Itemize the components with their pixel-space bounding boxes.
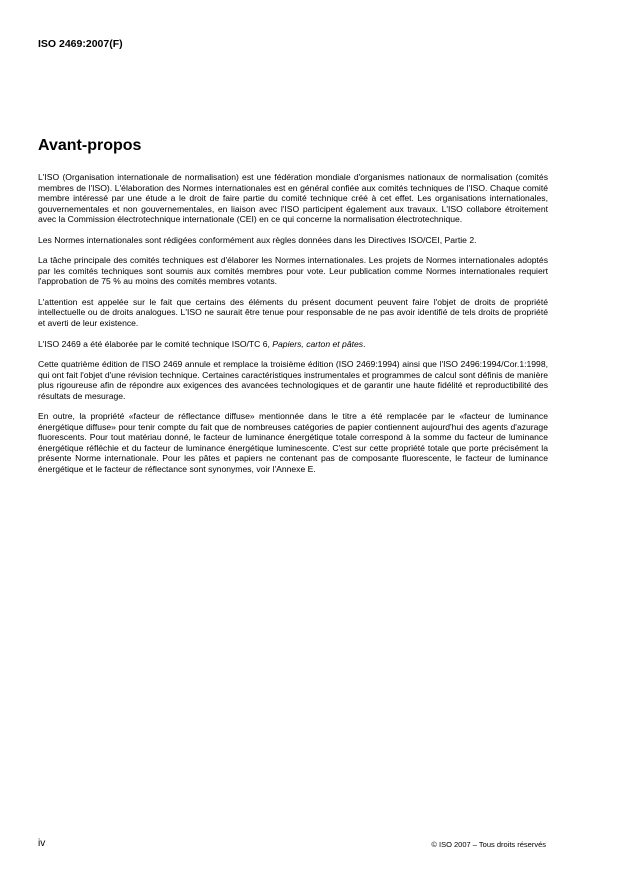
paragraph-technical-committees: La tâche principale des comités techniques est d'élaborer les Normes internationales. Les projets de Normes internationales adoptés par les comités techniques sont soumis aux comités membres pour vote. Leur publication comme Normes internationales requiert l'approbation de 75 % au moins des comités membres votants. xyxy=(38,255,548,287)
paragraph-patent-rights: L'attention est appelée sur le fait que certains des éléments du présent document peuvent faire l'objet de droits de propriété intellectuelle ou de droits analogues. L'ISO ne saurait être tenue pour responsable de ne pas avoir identifié de tels droits de propriété et averti de leur existence. xyxy=(38,296,548,329)
committee-title-italic: Papiers, carton et pâtes xyxy=(272,338,364,349)
page-title: Avant-propos xyxy=(38,137,142,154)
foreword-body xyxy=(38,172,548,485)
document-id-header: ISO 2469:2007(F) xyxy=(38,38,123,50)
paragraph-edition-history: Cette quatrième édition de l'ISO 2469 annule et remplace la troisième édition (ISO 2469:1994) ainsi que l'ISO 2496:1994/Cor.1:1998, qui ont fait l'objet d'une révision technique. Certaines caractéristiques instrumentales et programmes de calcul sont définis de manière plus rigoureuse afin de répondre aux exigences des avancées technologiques et de garantir une haute fidélité et reproductibilité des résultats de mesurage. xyxy=(38,359,548,401)
prepared-by-text: L'ISO 2469 a été élaborée par le comité technique ISO/TC 6, xyxy=(38,338,273,349)
paragraph-prepared-by xyxy=(38,339,548,350)
paragraph-directives: Les Normes internationales sont rédigées conformément aux règles données dans les Directives ISO/CEI, Partie 2. xyxy=(38,234,477,245)
prepared-by-end: . xyxy=(363,338,366,349)
paragraph-radiance-factor: En outre, la propriété «facteur de réflectance diffuse» mentionnée dans le titre a été remplacée par le «facteur de luminance énergétique diffuse» pour tenir compte du fait que de nombreuses catégories de papier contiennent aujourd'hui des agents d'azurage fluorescents. Pour tout matériau donné, le facteur de luminance énergétique totale correspond à la somme du facteur de luminance énergétique réfléchie et du facteur de luminance énergétique luminescente. C'est sur cette propriété totale que porte précisément la présente Norme internationale. Pour les pâtes et papiers ne contenant pas de composante fluorescente, le facteur de luminance énergétique et le facteur de réflectance sont synonymes, voir l'Annexe E. xyxy=(38,411,548,475)
paragraph-iso-organisation: L'ISO (Organisation internationale de normalisation) est une fédération mondiale d'organismes nationaux de normalisation (comités membres de l'ISO). L'élaboration des Normes internationales est en général confiée aux comités techniques de l'ISO. Chaque comité membre intéressé par une étude a le droit de faire partie du comité technique créé à cet effet. Les organisations internationales, gouvernementales et non gouvernementales, en liaison avec l'ISO participent également aux travaux. L'ISO collabore étroitement avec la Commission électrotechnique internationale (CEI) en ce qui concerne la normalisation électrotechnique. xyxy=(38,172,548,225)
copyright-notice: © ISO 2007 – Tous droits réservés xyxy=(431,840,546,849)
page-number: iv xyxy=(38,838,46,849)
